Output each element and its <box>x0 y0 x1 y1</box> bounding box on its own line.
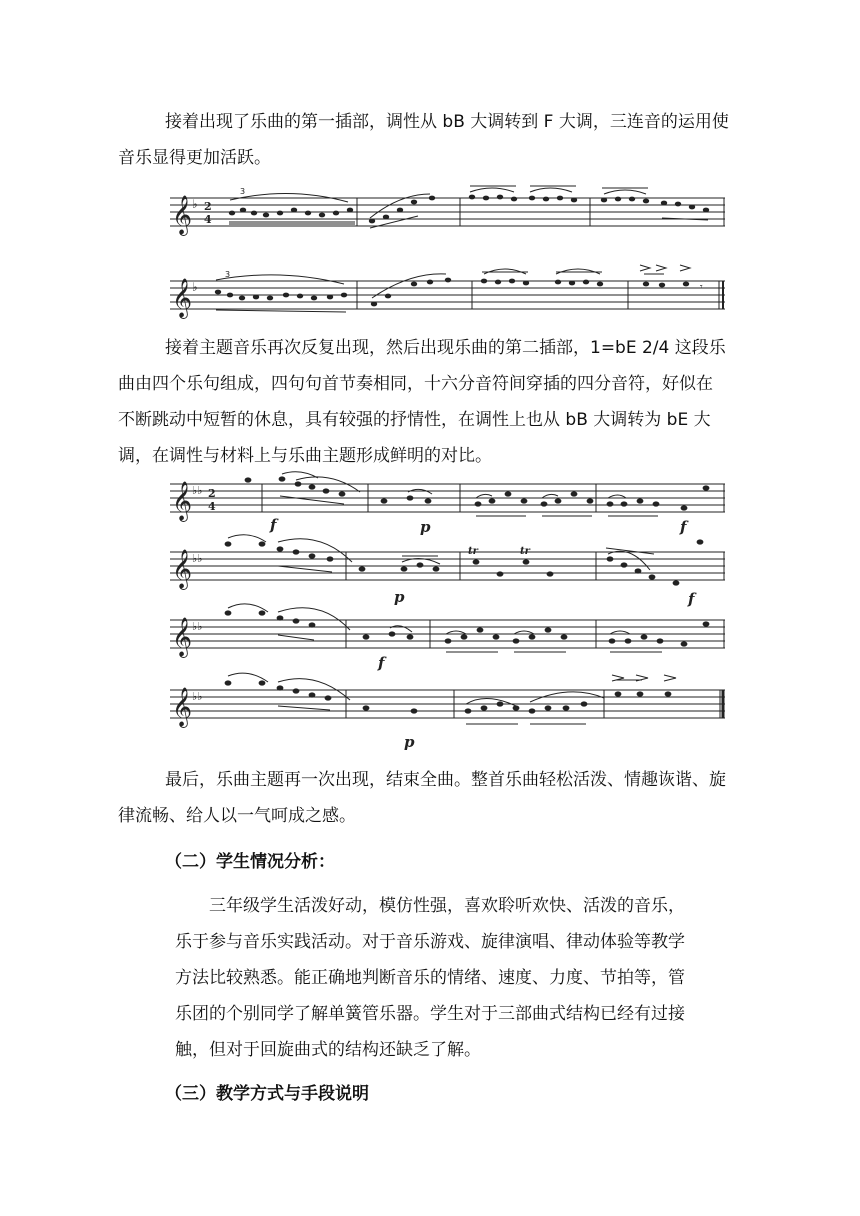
time-signature-bottom: 4 <box>208 500 216 513</box>
trill-mark: tr <box>468 546 478 557</box>
paragraph-second-episode <box>118 330 735 474</box>
svg-text:♭: ♭ <box>192 280 198 294</box>
paragraph-student-analysis <box>175 888 695 1068</box>
svg-text:𝄞: 𝄞 <box>172 687 193 727</box>
trill-mark: tr <box>520 546 530 557</box>
text-line: 乐于参与音乐实践活动。对于音乐游戏、旋律演唱、律动体验等教学 <box>175 932 685 952</box>
time-signature-top: 2 <box>204 200 212 213</box>
time-signature-bottom: 4 <box>204 213 212 226</box>
triplet-mark: 3 <box>225 270 231 279</box>
dynamic-mark: f <box>680 518 687 536</box>
svg-text:𝄾: 𝄾 <box>700 282 703 293</box>
dynamic-mark: f <box>688 590 695 608</box>
music-score-second-episode <box>0 470 860 760</box>
svg-text:♭♭: ♭♭ <box>192 620 203 633</box>
paragraph-first-episode <box>118 104 735 176</box>
svg-text:♭♭: ♭♭ <box>192 690 203 703</box>
svg-text:𝄞: 𝄞 <box>172 549 193 589</box>
text-line: 律流畅、给人以一气呵成之感。 <box>118 806 356 826</box>
text-line: 曲由四个乐句组成，四句句首节奏相同，十六分音符间穿插的四分音符，好似在 <box>118 374 713 394</box>
paragraph-conclusion <box>118 762 735 834</box>
dynamic-mark: p <box>420 518 431 536</box>
svg-text:𝄞: 𝄞 <box>172 617 193 657</box>
text-line: 最后，乐曲主题再一次出现，结束全曲。整首乐曲轻松活泼、情趣诙谐、旋 <box>165 770 726 790</box>
svg-text:♭♭: ♭♭ <box>192 484 203 497</box>
svg-text:♭♭: ♭♭ <box>192 552 203 565</box>
text-line: 方法比较熟悉。能正确地判断音乐的情绪、速度、力度、节拍等，管 <box>175 968 685 988</box>
time-signature-top: 2 <box>208 487 216 500</box>
dynamic-mark: f <box>270 516 277 534</box>
text-line: 乐团的个别同学了解单簧管乐器。学生对于三部曲式结构已经有过接 <box>175 1004 685 1024</box>
text-line: 音乐显得更加活跃。 <box>118 148 271 168</box>
section-heading-student-analysis: （二）学生情况分析： <box>165 852 335 872</box>
text-line: 接着出现了乐曲的第一插部，调性从 bB 大调转到 F 大调，三连音的运用使 <box>165 112 729 132</box>
triplet-mark: 3 <box>240 187 246 196</box>
dynamic-mark: p <box>394 588 405 606</box>
text-line: 触，但对于回旋曲式的结构还缺乏了解。 <box>175 1040 481 1060</box>
svg-text:𝄞: 𝄞 <box>172 195 193 235</box>
dynamic-mark: p <box>404 733 415 751</box>
dynamic-mark: f <box>378 654 385 672</box>
text-line: 调，在调性与材料上与乐曲主题形成鲜明的对比。 <box>118 446 492 466</box>
text-line: 不断跳动中短暂的休息，具有较强的抒情性，在调性上也从 bB 大调转为 bE 大 <box>118 410 711 430</box>
svg-text:𝄞: 𝄞 <box>172 278 193 318</box>
svg-text:𝄞: 𝄞 <box>172 481 193 521</box>
text-line: 接着主题音乐再次反复出现，然后出现乐曲的第二插部，1=bE 2/4 这段乐 <box>165 338 726 358</box>
section-heading-teaching-method: （三）教学方式与手段说明 <box>165 1084 369 1104</box>
svg-text:♭: ♭ <box>192 197 198 211</box>
music-score-first-episode <box>0 180 860 320</box>
text-line: 三年级学生活泼好动，模仿性强，喜欢聆听欢快、活泼的音乐， <box>209 896 685 916</box>
